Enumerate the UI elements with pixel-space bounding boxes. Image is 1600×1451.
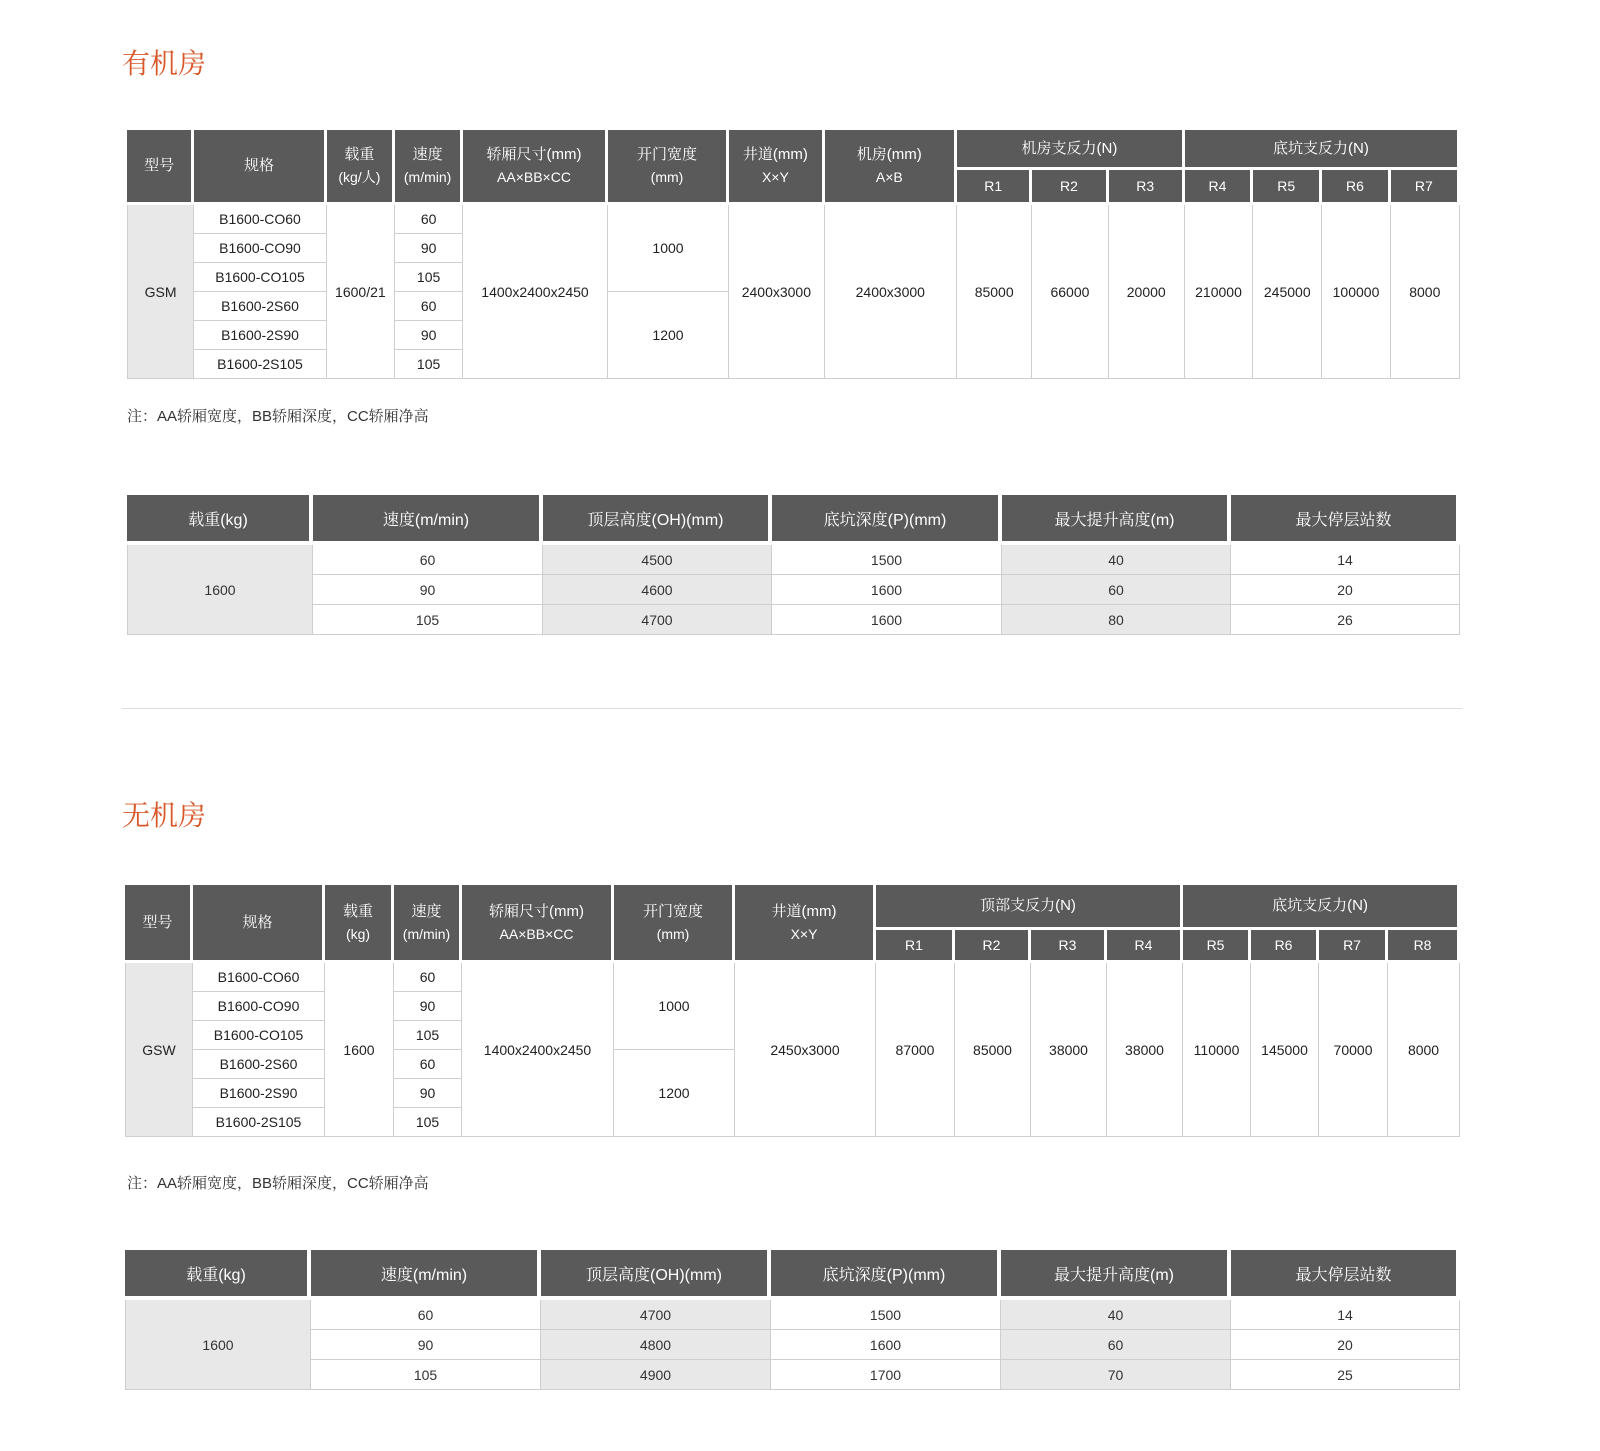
summary-cell: 25 xyxy=(1231,1360,1460,1390)
summary-load-cell: 1600 xyxy=(127,545,313,635)
r5-value: 110000 xyxy=(1183,963,1251,1137)
shaft-cell: 2450x3000 xyxy=(735,963,876,1137)
speed-cell: 60 xyxy=(394,1050,462,1079)
summary-cell: 4700 xyxy=(541,1300,771,1330)
summary-header-speed: 速度(m/min) xyxy=(311,1250,541,1300)
spec-table-machine-room xyxy=(127,130,1460,379)
header-spec: 规格 xyxy=(193,885,325,963)
header-r3: R3 xyxy=(1031,930,1107,963)
summary-table-machine-room xyxy=(127,495,1460,635)
header-shaft-sub: X×Y xyxy=(790,925,818,942)
r3-value: 38000 xyxy=(1031,963,1107,1137)
summary-cell: 80 xyxy=(1002,605,1231,635)
header-car-label: 轿厢尺寸(mm) xyxy=(489,902,584,920)
header-r6: R6 xyxy=(1251,930,1319,963)
summary-cell: 1500 xyxy=(771,1300,1001,1330)
speed-cell: 90 xyxy=(394,1079,462,1108)
spec-cell: B1600-2S105 xyxy=(194,350,326,379)
spec-cell: B1600-CO105 xyxy=(194,263,326,292)
header-load-unit: (kg) xyxy=(345,925,371,942)
header-room-sub: A×B xyxy=(875,169,903,185)
header-load xyxy=(327,130,395,205)
speed-cell: 60 xyxy=(394,963,462,992)
summary-header-max-rise: 最大提升高度(m) xyxy=(1002,495,1231,545)
header-r4: R4 xyxy=(1107,930,1183,963)
header-speed-unit: (m/min) xyxy=(403,169,452,185)
header-shaft-sub: X×Y xyxy=(761,169,789,185)
model-cell: GSW xyxy=(125,963,193,1137)
header-shaft xyxy=(735,885,876,963)
speed-cell: 105 xyxy=(394,1021,462,1050)
spec-cell: B1600-2S60 xyxy=(194,292,326,321)
summary-cell: 4800 xyxy=(541,1330,771,1360)
header-r1: R1 xyxy=(876,930,955,963)
summary-cell: 40 xyxy=(1002,545,1231,575)
header-speed-unit: (m/min) xyxy=(402,925,451,942)
r4-value: 210000 xyxy=(1185,205,1253,379)
spec-cell: B1600-2S90 xyxy=(194,321,326,350)
header-speed-label: 速度 xyxy=(412,146,443,163)
load-cell: 1600/21 xyxy=(327,205,395,379)
speed-cell: 105 xyxy=(394,1108,462,1137)
header-r5: R5 xyxy=(1183,930,1251,963)
summary-cell: 26 xyxy=(1231,605,1460,635)
header-room-label: 机房(mm) xyxy=(856,146,922,163)
spec-cell: B1600-2S60 xyxy=(193,1050,325,1079)
summary-cell: 60 xyxy=(313,545,543,575)
header-load-label: 载重 xyxy=(342,902,373,920)
header-car xyxy=(463,130,608,205)
load-cell: 1600 xyxy=(325,963,394,1137)
speed-cell: 90 xyxy=(395,321,463,350)
door-width-cell: 1000 xyxy=(614,963,735,1050)
spec-cell: B1600-2S90 xyxy=(193,1079,325,1108)
header-r3: R3 xyxy=(1109,170,1185,205)
header-group-pit-reaction: 底坑支反力(N) xyxy=(1183,885,1460,930)
summary-cell: 60 xyxy=(1002,575,1231,605)
summary-cell: 4500 xyxy=(543,545,772,575)
r1-value: 85000 xyxy=(957,205,1032,379)
header-load-label: 载重 xyxy=(344,146,375,163)
header-r6: R6 xyxy=(1322,170,1390,205)
summary-cell: 60 xyxy=(1001,1330,1231,1360)
header-door-unit: (mm) xyxy=(650,169,684,185)
summary-header-load: 载重(kg) xyxy=(127,495,313,545)
summary-cell: 4900 xyxy=(541,1360,771,1390)
section-title-machine-room: 有机房 xyxy=(122,48,207,79)
header-r7: R7 xyxy=(1319,930,1388,963)
summary-cell: 70 xyxy=(1001,1360,1231,1390)
r7-value: 8000 xyxy=(1391,205,1460,379)
header-speed xyxy=(395,130,463,205)
summary-cell: 14 xyxy=(1231,545,1460,575)
header-r1: R1 xyxy=(957,170,1032,205)
summary-header-overhead: 顶层高度(OH)(mm) xyxy=(543,495,772,545)
header-car-sub: AA×BB×CC xyxy=(499,925,574,942)
model-cell: GSM xyxy=(127,205,194,379)
door-width-cell: 1200 xyxy=(608,292,729,379)
car-size-cell: 1400x2400x2450 xyxy=(463,205,608,379)
section-title-machine-roomless: 无机房 xyxy=(122,800,207,831)
summary-cell: 14 xyxy=(1231,1300,1460,1330)
summary-header-pit-depth: 底坑深度(P)(mm) xyxy=(772,495,1002,545)
summary-cell: 60 xyxy=(311,1300,541,1330)
header-r2: R2 xyxy=(1032,170,1108,205)
summary-header-speed: 速度(m/min) xyxy=(313,495,543,545)
header-door xyxy=(608,130,729,205)
header-door-label: 开门宽度 xyxy=(636,146,697,163)
header-group-top-reaction: 顶部支反力(N) xyxy=(876,885,1183,930)
header-speed xyxy=(394,885,462,963)
header-group-room-reaction: 机房支反力(N) xyxy=(957,130,1185,170)
r7-value: 70000 xyxy=(1319,963,1388,1137)
header-spec: 规格 xyxy=(194,130,326,205)
r1-value: 87000 xyxy=(876,963,955,1137)
header-car-label: 轿厢尺寸(mm) xyxy=(486,146,582,163)
header-door-label: 开门宽度 xyxy=(642,902,703,920)
header-r7: R7 xyxy=(1391,170,1460,205)
room-cell: 2400x3000 xyxy=(825,205,957,379)
summary-cell: 90 xyxy=(313,575,543,605)
header-load xyxy=(325,885,394,963)
spec-table-machine-roomless xyxy=(125,885,1460,1137)
spec-cell: B1600-CO60 xyxy=(193,963,325,992)
speed-cell: 60 xyxy=(395,205,463,234)
r6-value: 100000 xyxy=(1322,205,1390,379)
header-r5: R5 xyxy=(1253,170,1322,205)
summary-header-pit-depth: 底坑深度(P)(mm) xyxy=(771,1250,1001,1300)
header-model: 型号 xyxy=(125,885,193,963)
summary-cell: 20 xyxy=(1231,1330,1460,1360)
header-model: 型号 xyxy=(127,130,194,205)
summary-header-overhead: 顶层高度(OH)(mm) xyxy=(541,1250,771,1300)
summary-cell: 90 xyxy=(311,1330,541,1360)
note-text: 注：AA轿厢宽度，BB轿厢深度，CC轿厢净高 xyxy=(127,408,429,425)
spec-cell: B1600-2S105 xyxy=(193,1108,325,1137)
spec-cell: B1600-CO105 xyxy=(193,1021,325,1050)
r4-value: 38000 xyxy=(1107,963,1183,1137)
summary-header-max-stops: 最大停层站数 xyxy=(1231,495,1460,545)
summary-table-machine-roomless xyxy=(125,1250,1460,1390)
summary-cell: 4700 xyxy=(543,605,772,635)
summary-cell: 1600 xyxy=(771,1330,1001,1360)
speed-cell: 60 xyxy=(395,292,463,321)
header-shaft-label: 井道(mm) xyxy=(771,902,837,920)
summary-cell: 1600 xyxy=(772,605,1002,635)
spec-cell: B1600-CO60 xyxy=(194,205,326,234)
header-car xyxy=(462,885,614,963)
shaft-cell: 2400x3000 xyxy=(729,205,824,379)
header-door xyxy=(614,885,735,963)
summary-load-cell: 1600 xyxy=(125,1300,311,1390)
header-door-unit: (mm) xyxy=(656,925,690,942)
section-divider xyxy=(122,708,1462,709)
note-text: 注：AA轿厢宽度，BB轿厢深度，CC轿厢净高 xyxy=(127,1175,429,1192)
r8-value: 8000 xyxy=(1388,963,1460,1137)
spec-cell: B1600-CO90 xyxy=(194,234,326,263)
header-load-unit: (kg/人) xyxy=(338,169,381,185)
summary-header-load: 载重(kg) xyxy=(125,1250,311,1300)
car-size-cell: 1400x2400x2450 xyxy=(462,963,614,1137)
r6-value: 145000 xyxy=(1251,963,1319,1137)
summary-cell: 105 xyxy=(313,605,543,635)
door-width-cell: 1200 xyxy=(614,1050,735,1137)
r2-value: 66000 xyxy=(1032,205,1108,379)
speed-cell: 90 xyxy=(394,992,462,1021)
summary-cell: 1600 xyxy=(772,575,1002,605)
door-width-cell: 1000 xyxy=(608,205,729,292)
summary-cell: 20 xyxy=(1231,575,1460,605)
speed-cell: 90 xyxy=(395,234,463,263)
summary-header-max-stops: 最大停层站数 xyxy=(1231,1250,1460,1300)
header-group-pit-reaction: 底坑支反力(N) xyxy=(1185,130,1460,170)
spec-cell: B1600-CO90 xyxy=(193,992,325,1021)
header-shaft-label: 井道(mm) xyxy=(742,146,808,163)
header-r2: R2 xyxy=(955,930,1031,963)
r3-value: 20000 xyxy=(1109,205,1185,379)
header-r4: R4 xyxy=(1185,170,1253,205)
summary-header-max-rise: 最大提升高度(m) xyxy=(1001,1250,1231,1300)
r5-value: 245000 xyxy=(1253,205,1322,379)
header-shaft xyxy=(729,130,824,205)
header-car-sub: AA×BB×CC xyxy=(497,169,571,185)
speed-cell: 105 xyxy=(395,350,463,379)
summary-cell: 105 xyxy=(311,1360,541,1390)
summary-cell: 4600 xyxy=(543,575,772,605)
header-speed-label: 速度 xyxy=(411,902,442,920)
header-r8: R8 xyxy=(1388,930,1460,963)
header-room xyxy=(825,130,957,205)
summary-cell: 1500 xyxy=(772,545,1002,575)
summary-cell: 1700 xyxy=(771,1360,1001,1390)
speed-cell: 105 xyxy=(395,263,463,292)
r2-value: 85000 xyxy=(955,963,1031,1137)
summary-cell: 40 xyxy=(1001,1300,1231,1330)
